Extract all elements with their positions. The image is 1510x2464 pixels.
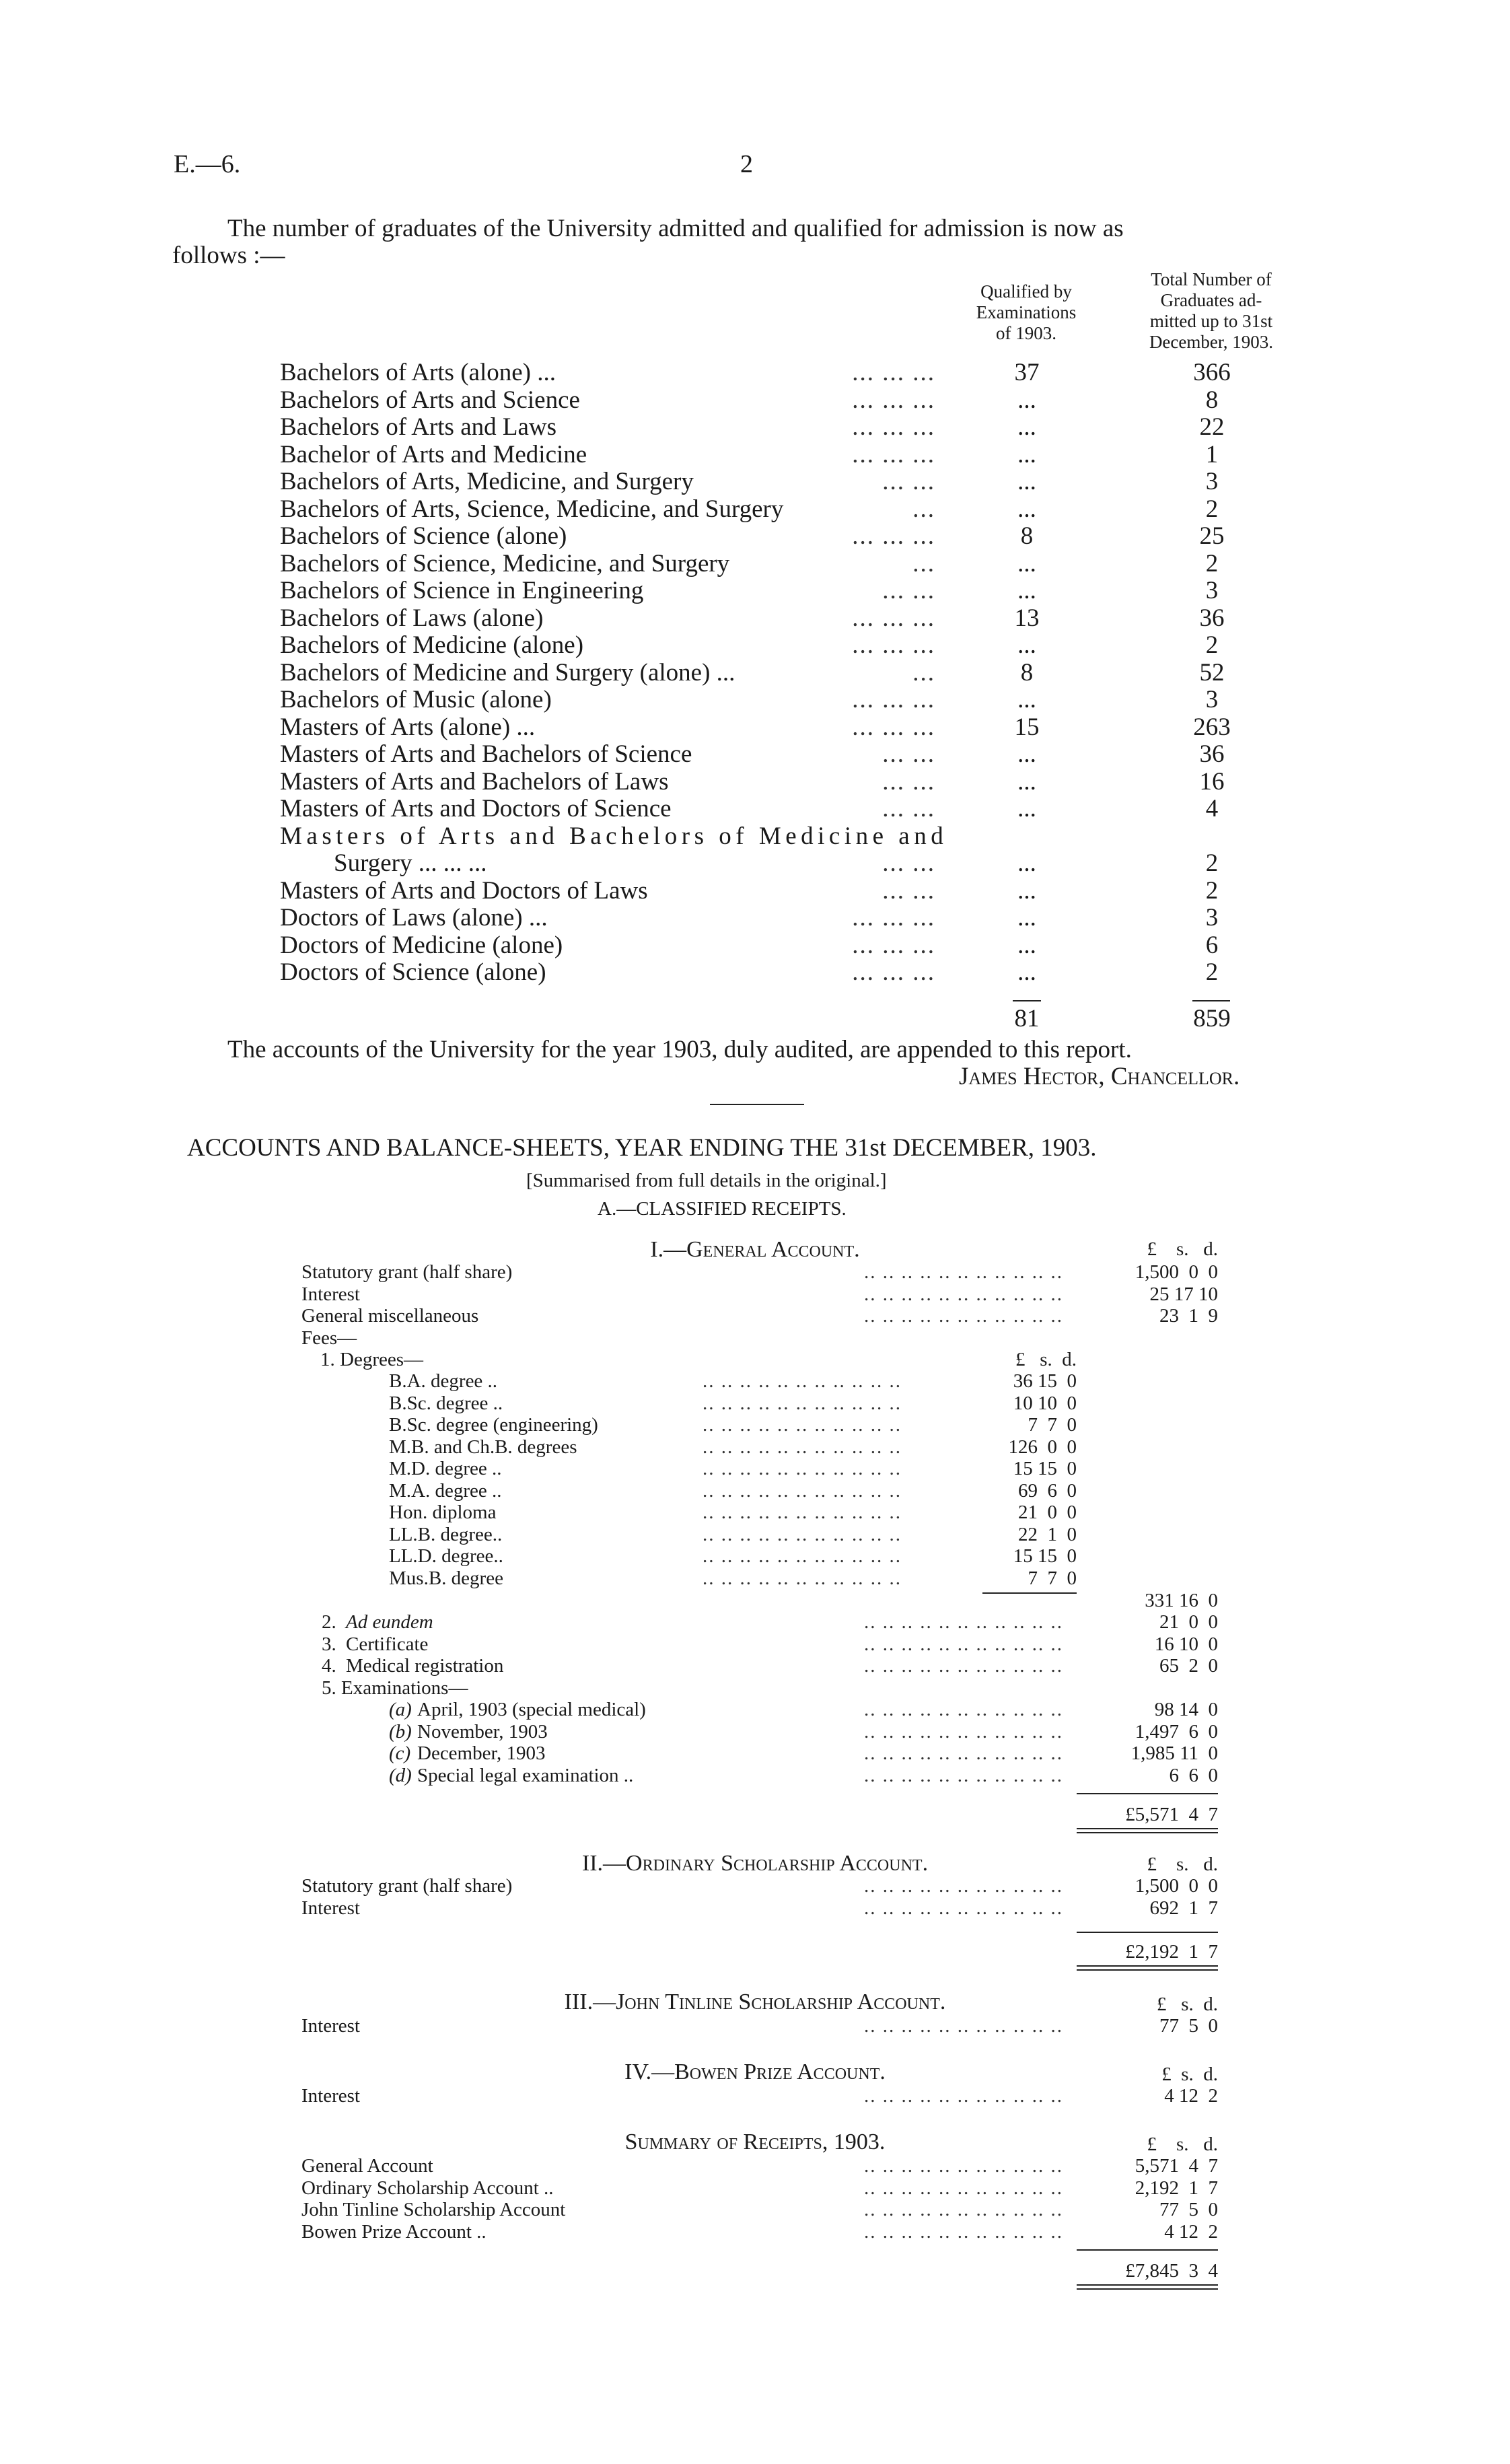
total-value: 36 bbox=[1199, 740, 1225, 768]
graduate-row-label: Masters of Arts and Bachelors of Science bbox=[280, 740, 692, 768]
account-row-amount: 23 1 9 bbox=[1159, 1305, 1218, 1327]
fee-number: 4. bbox=[322, 1655, 336, 1677]
total-value: 8 bbox=[1205, 386, 1219, 414]
row-leader-dots: .. .. .. .. .. .. .. .. .. .. .. bbox=[864, 2085, 1063, 2107]
graduate-row-label: Bachelors of Laws (alone) bbox=[280, 604, 544, 632]
row-leader-dots: .. .. .. .. .. .. .. .. .. .. .. bbox=[864, 1699, 1063, 1720]
qualified-value: ... bbox=[1017, 577, 1036, 604]
degree-fee-amount: 15 15 0 bbox=[1013, 1545, 1077, 1567]
degree-fee-amount: 7 7 0 bbox=[1028, 1414, 1077, 1436]
row-leader-dots: .. .. .. .. .. .. .. .. .. .. .. bbox=[703, 1393, 902, 1414]
row-leader-dots: .. .. .. .. .. .. .. .. .. .. .. bbox=[703, 1545, 902, 1567]
graduate-row-label: Doctors of Science (alone) bbox=[280, 958, 546, 986]
row-leader-dots: .. .. .. .. .. .. .. .. .. .. .. bbox=[703, 1458, 902, 1479]
degree-fee-amount: 7 7 0 bbox=[1028, 1568, 1077, 1589]
total-value: 1 bbox=[1205, 441, 1219, 468]
graduate-row-label: Masters of Arts and Doctors of Science bbox=[280, 795, 672, 822]
exam-letter: (c) bbox=[389, 1743, 411, 1764]
qualified-value: ... bbox=[1017, 686, 1036, 713]
accounts-subtitle: [Summarised from full details in the original.] bbox=[526, 1170, 887, 1191]
row-leader-dots: ... ... bbox=[882, 877, 935, 905]
qualified-value: ... bbox=[1017, 550, 1036, 577]
row-leader-dots: .. .. .. .. .. .. .. .. .. .. .. bbox=[703, 1370, 902, 1392]
row-leader-dots: .. .. .. .. .. .. .. .. .. .. .. bbox=[864, 1897, 1063, 1919]
row-leader-dots: .. .. .. .. .. .. .. .. .. .. .. bbox=[864, 2177, 1063, 2199]
row-leader-dots: ... ... ... bbox=[852, 931, 935, 959]
graduate-row-label: Bachelors of Music (alone) bbox=[280, 686, 552, 713]
account-row-label: Interest bbox=[301, 2015, 360, 2037]
row-leader-dots: .. .. .. .. .. .. .. .. .. .. .. bbox=[864, 1261, 1063, 1283]
exam-letter: (d) bbox=[389, 1765, 412, 1786]
row-leader-dots: ... ... bbox=[882, 577, 935, 604]
graduate-row-label: Bachelor of Arts and Medicine bbox=[280, 441, 587, 468]
row-leader-dots: ... bbox=[912, 550, 935, 577]
qualified-value: ... bbox=[1017, 904, 1036, 931]
row-leader-dots: ... ... ... bbox=[852, 904, 935, 931]
fees-label: Fees— bbox=[301, 1327, 357, 1349]
row-leader-dots: ... ... ... bbox=[852, 604, 935, 632]
row-leader-dots: .. .. .. .. .. .. .. .. .. .. .. bbox=[864, 1875, 1063, 1897]
row-leader-dots: .. .. .. .. .. .. .. .. .. .. .. bbox=[864, 1611, 1063, 1633]
page-number: 2 bbox=[740, 150, 753, 178]
degree-fee-amount: 22 1 0 bbox=[1018, 1524, 1077, 1545]
graduate-row-label: Masters of Arts and Bachelors of Laws bbox=[280, 768, 669, 796]
lsd-header: £ s. d. bbox=[1147, 1238, 1218, 1260]
account-row-label: Statutory grant (half share) bbox=[301, 1875, 513, 1897]
summary-row-label: Ordinary Scholarship Account .. bbox=[301, 2177, 554, 2199]
degree-fee-amount: 36 15 0 bbox=[1013, 1370, 1077, 1392]
degree-fee-label: Hon. diploma bbox=[389, 1502, 497, 1523]
exam-label: November, 1903 bbox=[417, 1721, 548, 1743]
degrees-subtotal-rule bbox=[982, 1592, 1077, 1594]
row-leader-dots: .. .. .. .. .. .. .. .. .. .. .. bbox=[864, 1743, 1063, 1764]
total-value: 2 bbox=[1205, 877, 1219, 905]
tinline-amount: 77 5 0 bbox=[1159, 2015, 1218, 2037]
degree-fee-label: Mus.B. degree bbox=[389, 1568, 503, 1589]
degree-fee-amount: 21 0 0 bbox=[1018, 1502, 1077, 1523]
ordinary-total-rule-top bbox=[1077, 1932, 1218, 1933]
total-value: 6 bbox=[1205, 931, 1219, 959]
summary-row-amount: 5,571 4 7 bbox=[1135, 2155, 1218, 2177]
lsd-header: £ s. d. bbox=[1147, 1854, 1218, 1875]
row-leader-dots: .. .. .. .. .. .. .. .. .. .. .. bbox=[864, 1655, 1063, 1677]
total-value: 4 bbox=[1205, 795, 1219, 822]
page-ref: E.—6. bbox=[174, 150, 241, 178]
general-account-total: £5,571 4 7 bbox=[1125, 1804, 1218, 1825]
graduate-row-label: Bachelors of Arts and Laws bbox=[280, 413, 557, 441]
qualified-value: ... bbox=[1017, 931, 1036, 959]
account-row-amount: 1,500 0 0 bbox=[1135, 1875, 1218, 1897]
total-value: 2 bbox=[1205, 550, 1219, 577]
degree-fee-label: M.A. degree .. bbox=[389, 1480, 502, 1502]
qualified-value: ... bbox=[1017, 849, 1036, 877]
degree-fee-amount: 69 6 0 bbox=[1018, 1480, 1077, 1502]
degrees-label: 1. Degrees— bbox=[320, 1349, 424, 1370]
qualified-value: ... bbox=[1017, 795, 1036, 822]
fee-number: 2. bbox=[322, 1611, 336, 1633]
fee-label: Certificate bbox=[346, 1633, 429, 1655]
total-value: 25 bbox=[1199, 522, 1225, 550]
row-leader-dots: .. .. .. .. .. .. .. .. .. .. .. bbox=[864, 2199, 1063, 2220]
total-value: 3 bbox=[1205, 904, 1219, 931]
qualified-value: ... bbox=[1017, 768, 1036, 796]
general-total-rule-bottom-2 bbox=[1077, 1832, 1218, 1833]
graduate-row-label: Bachelors of Medicine and Surgery (alone) ... bbox=[280, 659, 735, 687]
account-row-label: Interest bbox=[301, 2085, 360, 2107]
total-value: 366 bbox=[1193, 359, 1231, 386]
exam-label: April, 1903 (special medical) bbox=[417, 1699, 646, 1720]
general-total-rule-top bbox=[1077, 1793, 1218, 1794]
exam-label: Special legal examination .. bbox=[417, 1765, 634, 1786]
general-total-rule-bottom bbox=[1077, 1828, 1218, 1829]
degree-fee-label: M.B. and Ch.B. degrees bbox=[389, 1436, 577, 1458]
row-leader-dots: .. .. .. .. .. .. .. .. .. .. .. bbox=[864, 1283, 1063, 1305]
degree-fee-label: B.Sc. degree .. bbox=[389, 1393, 503, 1414]
graduate-row-label: Bachelors of Arts, Medicine, and Surgery bbox=[280, 468, 694, 495]
account-row-label: Interest bbox=[301, 1283, 360, 1305]
graduate-row-label: Bachelors of Science, Medicine, and Surgery bbox=[280, 550, 730, 577]
row-leader-dots: .. .. .. .. .. .. .. .. .. .. .. bbox=[703, 1524, 902, 1545]
exam-letter: (a) bbox=[389, 1699, 412, 1720]
account-row-amount: 1,500 0 0 bbox=[1135, 1261, 1218, 1283]
row-leader-dots: .. .. .. .. .. .. .. .. .. .. .. bbox=[864, 1305, 1063, 1327]
qualified-value: 13 bbox=[1014, 604, 1040, 632]
row-leader-dots: ... ... ... bbox=[852, 631, 935, 659]
fee-number: 3. bbox=[322, 1633, 336, 1655]
account-row-label: Interest bbox=[301, 1897, 360, 1919]
summary-total: £7,845 3 4 bbox=[1125, 2260, 1218, 2282]
intro-line-2: follows :— bbox=[172, 242, 285, 269]
row-leader-dots: ... ... bbox=[882, 468, 935, 495]
bowen-amount: 4 12 2 bbox=[1164, 2085, 1218, 2107]
row-leader-dots: ... ... bbox=[882, 849, 935, 877]
row-leader-dots: ... ... ... bbox=[852, 413, 935, 441]
graduate-row-label: Bachelors of Science (alone) bbox=[280, 522, 567, 550]
account-row-label: Statutory grant (half share) bbox=[301, 1261, 513, 1283]
row-leader-dots: .. .. .. .. .. .. .. .. .. .. .. bbox=[864, 1633, 1063, 1655]
row-leader-dots: .. .. .. .. .. .. .. .. .. .. .. bbox=[864, 1765, 1063, 1786]
total-rule-t bbox=[1192, 1000, 1230, 1001]
total-value: 2 bbox=[1205, 495, 1219, 523]
row-leader-dots: ... ... bbox=[882, 768, 935, 796]
account-row-amount: 692 1 7 bbox=[1149, 1897, 1218, 1919]
qualified-value: 15 bbox=[1014, 713, 1040, 741]
general-account-heading: I.—General Account. bbox=[650, 1237, 860, 1262]
degree-fee-label: B.A. degree .. bbox=[389, 1370, 498, 1392]
row-leader-dots: .. .. .. .. .. .. .. .. .. .. .. bbox=[864, 2155, 1063, 2177]
qualified-value: 8 bbox=[1020, 659, 1034, 687]
total-value: 36 bbox=[1199, 604, 1225, 632]
row-leader-dots: ... ... ... bbox=[852, 522, 935, 550]
total-value: 16 bbox=[1199, 768, 1225, 796]
row-leader-dots: ... ... ... bbox=[852, 386, 935, 414]
total-value: 2 bbox=[1205, 958, 1219, 986]
ordinary-scholarship-total: £2,192 1 7 bbox=[1125, 1941, 1218, 1963]
exam-amount: 6 6 0 bbox=[1169, 1765, 1218, 1786]
degree-fee-label: LL.D. degree.. bbox=[389, 1545, 503, 1567]
graduate-row-label: Bachelors of Medicine (alone) bbox=[280, 631, 584, 659]
summary-total-rule-bottom bbox=[1077, 2284, 1218, 2286]
account-row-amount: 25 17 10 bbox=[1149, 1283, 1218, 1305]
graduate-row-label: Bachelors of Arts, Science, Medicine, and Surgery bbox=[280, 495, 784, 523]
graduate-row-label: Bachelors of Science in Engineering bbox=[280, 577, 644, 604]
row-leader-dots: .. .. .. .. .. .. .. .. .. .. .. bbox=[703, 1414, 902, 1436]
accounts-title: ACCOUNTS AND BALANCE-SHEETS, YEAR ENDING THE 31st DECEMBER, 1903. bbox=[187, 1134, 1097, 1162]
summary-row-label: John Tinline Scholarship Account bbox=[301, 2199, 566, 2220]
total-graduates: 859 bbox=[1193, 1005, 1231, 1032]
classified-heading: A.—CLASSIFIED RECEIPTS. bbox=[598, 1198, 847, 1220]
qualified-value: ... bbox=[1017, 740, 1036, 768]
graduate-row-label: Masters of Arts and Doctors of Laws bbox=[280, 877, 648, 905]
fee-amount: 16 10 0 bbox=[1154, 1633, 1218, 1655]
graduate-row-label: Surgery ... ... ... bbox=[334, 849, 487, 877]
row-leader-dots: ... ... ... bbox=[852, 713, 935, 741]
ordinary-scholarship-heading: II.—Ordinary Scholarship Account. bbox=[581, 1851, 929, 1876]
intro-line-1: The number of graduates of the University admitted and qualified for admission is now as bbox=[227, 215, 1124, 242]
total-value: 52 bbox=[1199, 659, 1225, 687]
account-row-label: General miscellaneous bbox=[301, 1305, 479, 1327]
graduate-row-label: Doctors of Medicine (alone) bbox=[280, 931, 563, 959]
qualified-value: 8 bbox=[1020, 522, 1034, 550]
qualified-value: ... bbox=[1017, 468, 1036, 495]
exam-amount: 98 14 0 bbox=[1154, 1699, 1218, 1720]
row-leader-dots: ... ... ... bbox=[852, 359, 935, 386]
col-qualified-heading: Qualified by Examinations of 1903. bbox=[976, 281, 1077, 344]
fee-label: Ad eundem bbox=[346, 1611, 433, 1633]
qualified-value: 37 bbox=[1014, 359, 1040, 386]
lsd-header: £ s. d. bbox=[1015, 1349, 1077, 1370]
row-leader-dots: ... ... ... bbox=[852, 686, 935, 713]
row-leader-dots: .. .. .. .. .. .. .. .. .. .. .. bbox=[864, 1721, 1063, 1743]
fee-amount: 21 0 0 bbox=[1159, 1611, 1218, 1633]
graduate-row-label: Bachelors of Arts and Science bbox=[280, 386, 580, 414]
ordinary-total-rule-bottom-2 bbox=[1077, 1969, 1218, 1971]
signature: James Hector, Chancellor. bbox=[959, 1063, 1240, 1090]
col-total-heading: Total Number of Graduates ad- mitted up to 31st December, 1903. bbox=[1149, 269, 1274, 353]
row-leader-dots: ... bbox=[912, 495, 935, 523]
degree-fee-amount: 126 0 0 bbox=[1008, 1436, 1077, 1458]
total-value: 3 bbox=[1205, 468, 1219, 495]
total-value: 2 bbox=[1205, 849, 1219, 877]
total-value: 2 bbox=[1205, 631, 1219, 659]
graduate-row-label: Doctors of Laws (alone) ... bbox=[280, 904, 548, 931]
summary-row-amount: 77 5 0 bbox=[1159, 2199, 1218, 2220]
section-divider bbox=[710, 1104, 804, 1105]
summary-row-label: Bowen Prize Account .. bbox=[301, 2221, 487, 2243]
qualified-value: ... bbox=[1017, 413, 1036, 441]
lsd-header: £ s. d. bbox=[1156, 1994, 1218, 2015]
qualified-value: ... bbox=[1017, 877, 1036, 905]
row-leader-dots: ... ... bbox=[882, 740, 935, 768]
row-leader-dots: .. .. .. .. .. .. .. .. .. .. .. bbox=[703, 1502, 902, 1523]
total-value: 3 bbox=[1205, 577, 1219, 604]
ordinary-total-rule-bottom bbox=[1077, 1965, 1218, 1967]
degree-fee-amount: 10 10 0 bbox=[1013, 1393, 1077, 1414]
summary-row-amount: 2,192 1 7 bbox=[1135, 2177, 1218, 2199]
summary-row-amount: 4 12 2 bbox=[1164, 2221, 1218, 2243]
closing-line: The accounts of the University for the year 1903, duly audited, are appended to this report. bbox=[227, 1036, 1132, 1063]
exam-letter: (b) bbox=[389, 1721, 412, 1743]
qualified-value: ... bbox=[1017, 441, 1036, 468]
lsd-header: £ s. d. bbox=[1147, 2134, 1218, 2155]
exam-amount: 1,985 11 0 bbox=[1130, 1743, 1218, 1764]
qualified-value: ... bbox=[1017, 386, 1036, 414]
qualified-value: ... bbox=[1017, 631, 1036, 659]
summary-receipts-heading: Summary of Receipts, 1903. bbox=[624, 2129, 886, 2154]
exam-amount: 1,497 6 0 bbox=[1135, 1721, 1218, 1743]
qualified-value: ... bbox=[1017, 958, 1036, 986]
row-leader-dots: ... ... bbox=[882, 795, 935, 822]
degree-fee-label: LL.B. degree.. bbox=[389, 1524, 503, 1545]
exam-label: December, 1903 bbox=[417, 1743, 546, 1764]
degree-fee-label: M.D. degree .. bbox=[389, 1458, 502, 1479]
row-leader-dots: .. .. .. .. .. .. .. .. .. .. .. bbox=[864, 2221, 1063, 2243]
row-leader-dots: ... ... ... bbox=[852, 958, 935, 986]
bowen-prize-heading: IV.—Bowen Prize Account. bbox=[624, 2060, 886, 2084]
row-leader-dots: ... bbox=[912, 659, 935, 687]
summary-total-rule-top bbox=[1077, 2249, 1218, 2251]
total-qualified: 81 bbox=[1014, 1005, 1040, 1032]
lsd-header: £ s. d. bbox=[1161, 2064, 1218, 2085]
row-leader-dots: .. .. .. .. .. .. .. .. .. .. .. bbox=[703, 1480, 902, 1502]
row-leader-dots: .. .. .. .. .. .. .. .. .. .. .. bbox=[864, 2015, 1063, 2037]
graduate-row-label: Masters of Arts and Bachelors of Medicine and bbox=[280, 822, 948, 850]
degrees-subtotal: 331 16 0 bbox=[1145, 1590, 1218, 1611]
graduate-row-label: Masters of Arts (alone) ... bbox=[280, 713, 536, 741]
total-value: 263 bbox=[1193, 713, 1231, 741]
row-leader-dots: .. .. .. .. .. .. .. .. .. .. .. bbox=[703, 1436, 902, 1458]
row-leader-dots: ... ... ... bbox=[852, 441, 935, 468]
examinations-label: 5. Examinations— bbox=[322, 1677, 468, 1699]
tinline-scholarship-heading: III.—John Tinline Scholarship Account. bbox=[564, 1990, 946, 2014]
fee-amount: 65 2 0 bbox=[1159, 1655, 1218, 1677]
total-value: 3 bbox=[1205, 686, 1219, 713]
degree-fee-label: B.Sc. degree (engineering) bbox=[389, 1414, 598, 1436]
graduate-row-label: Bachelors of Arts (alone) ... bbox=[280, 359, 556, 386]
total-rule-q bbox=[1013, 1000, 1041, 1001]
row-leader-dots: .. .. .. .. .. .. .. .. .. .. .. bbox=[703, 1568, 902, 1589]
qualified-value: ... bbox=[1017, 495, 1036, 523]
degree-fee-amount: 15 15 0 bbox=[1013, 1458, 1077, 1479]
fee-label: Medical registration bbox=[346, 1655, 504, 1677]
total-value: 22 bbox=[1199, 413, 1225, 441]
summary-row-label: General Account bbox=[301, 2155, 433, 2177]
summary-total-rule-bottom-2 bbox=[1077, 2288, 1218, 2290]
